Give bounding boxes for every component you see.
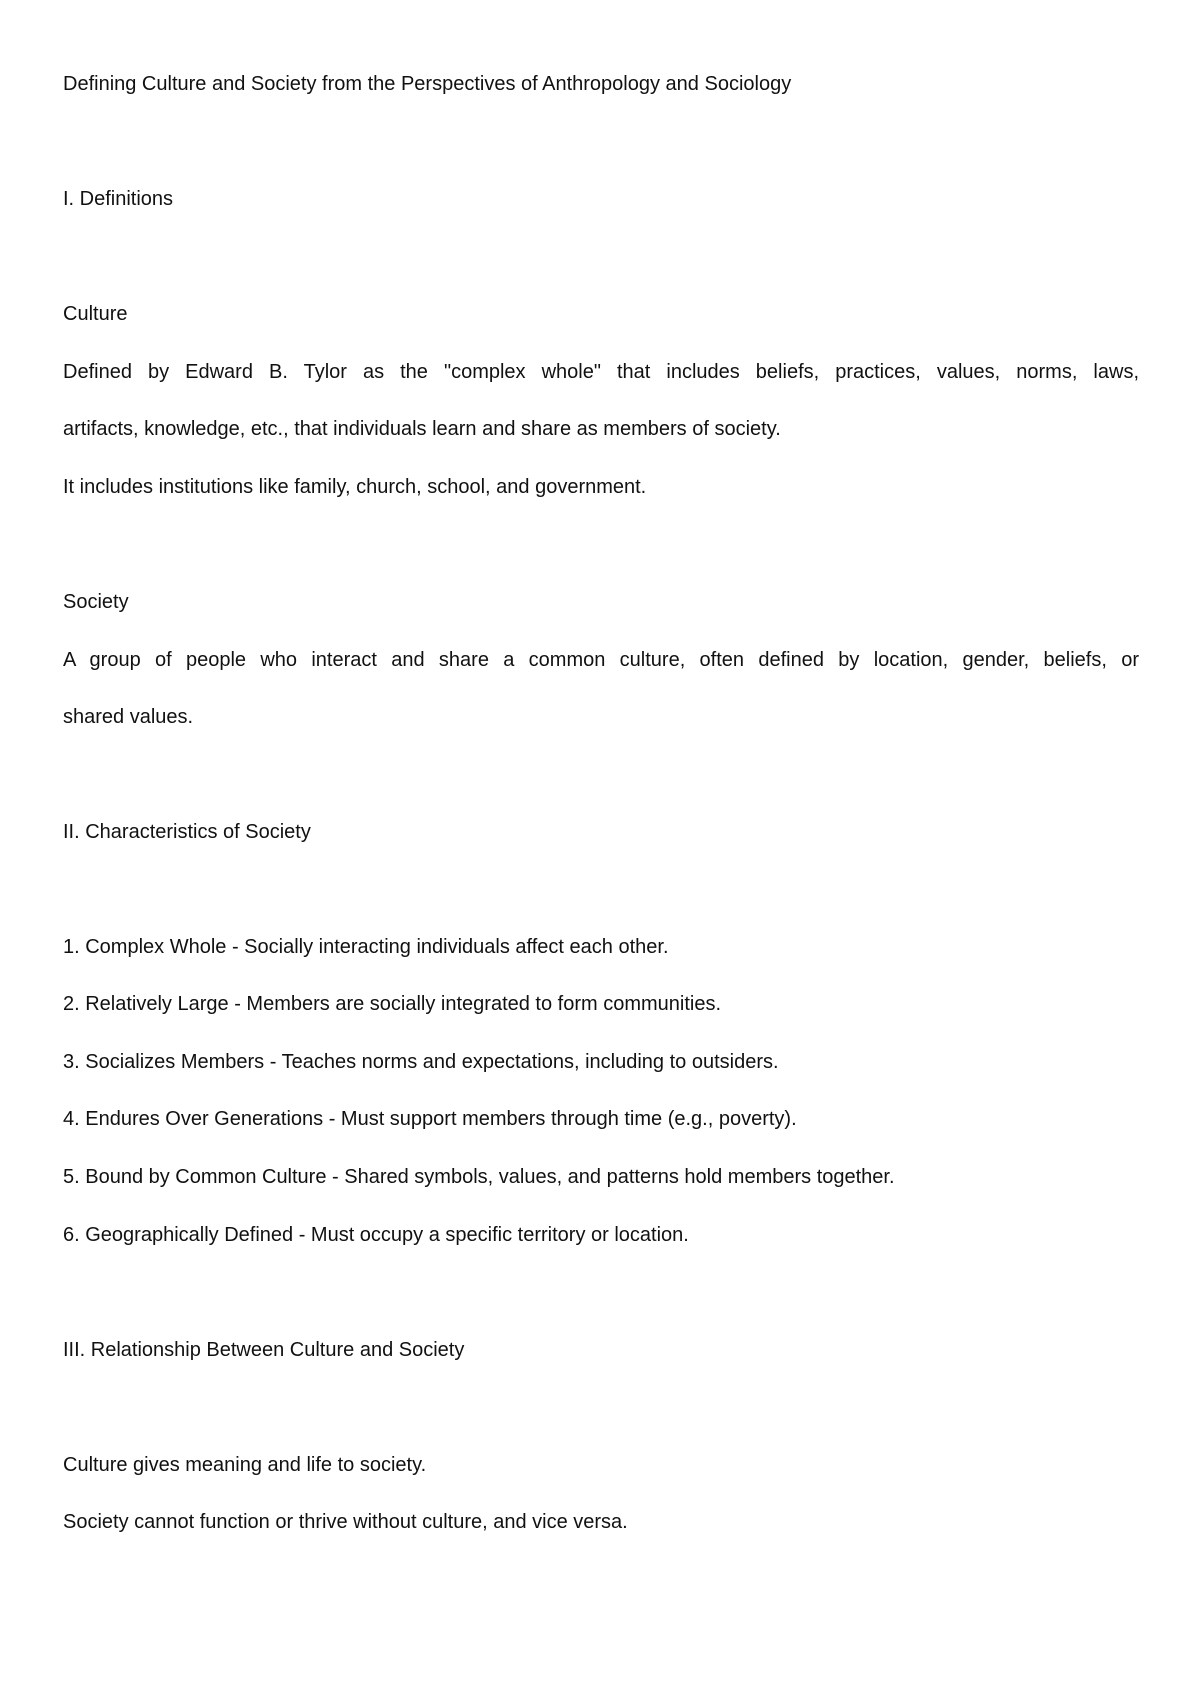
relationship-paragraph-2: Society cannot function or thrive without culture, and vice versa. [63,1511,628,1533]
list-item: 6. Geographically Defined - Must occupy a specific territory or location. [63,1224,689,1246]
culture-definition-line-2: artifacts, knowledge, etc., that individuals learn and share as members of society. [63,418,781,440]
subheading-culture: Culture [63,303,128,325]
list-item: 4. Endures Over Generations - Must support members through time (e.g., poverty). [63,1108,797,1130]
list-item: 3. Socializes Members - Teaches norms and expectations, including to outsiders. [63,1051,779,1073]
section-heading-relationship: III. Relationship Between Culture and Society [63,1339,465,1361]
section-heading-characteristics: II. Characteristics of Society [63,821,311,843]
culture-definition-line-1: Defined by Edward B. Tylor as the "complex whole" that includes beliefs, practices, values, norms, laws, [63,361,1139,383]
relationship-paragraph-1: Culture gives meaning and life to society. [63,1454,427,1476]
subheading-society: Society [63,591,129,613]
document-title: Defining Culture and Society from the Perspectives of Anthropology and Sociology [63,73,792,95]
list-item: 2. Relatively Large - Members are socially integrated to form communities. [63,993,722,1015]
culture-institutions-paragraph: It includes institutions like family, church, school, and government. [63,476,647,498]
society-definition-line-2: shared values. [63,706,194,728]
section-heading-definitions: I. Definitions [63,188,174,210]
society-definition-line-1: A group of people who interact and share a common culture, often defined by location, gender, beliefs, or [63,649,1139,671]
list-item: 1. Complex Whole - Socially interacting individuals affect each other. [63,936,669,958]
list-item: 5. Bound by Common Culture - Shared symbols, values, and patterns hold members together. [63,1166,895,1188]
